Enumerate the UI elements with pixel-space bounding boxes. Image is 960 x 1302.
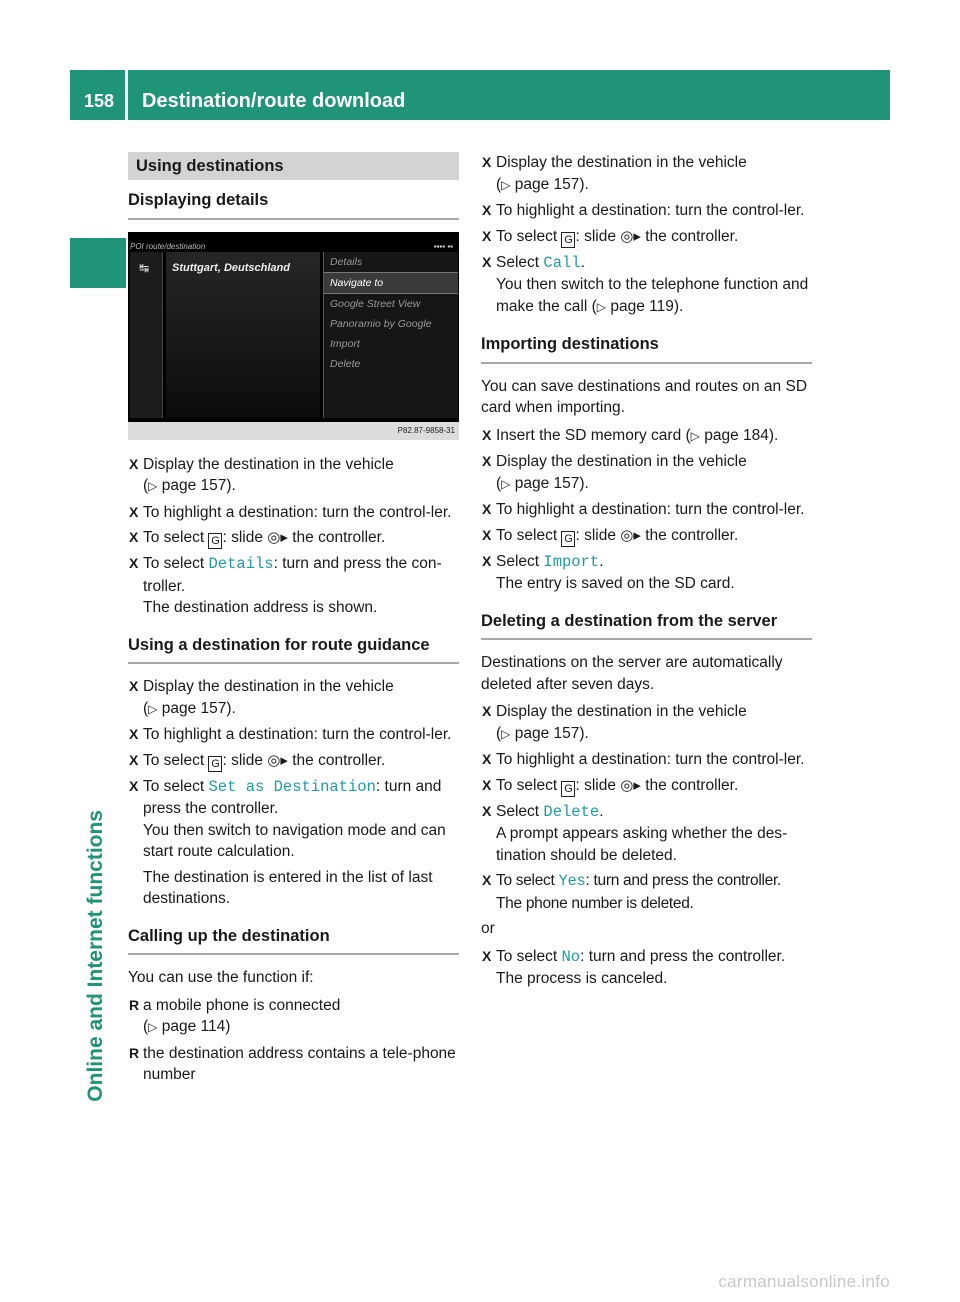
step: X To highlight a destination: turn the control-ler. [481, 200, 812, 222]
screen-title: POI route/destination [130, 241, 206, 251]
sidebar-tab-marker [70, 238, 126, 288]
heading-route-guidance: Using a destination for route guidance [128, 635, 459, 665]
watermark: carmanualsonline.info [718, 1272, 890, 1291]
step: X To select G : slide ◎▸ the controller. [481, 226, 812, 248]
menu-symbol-icon: G [561, 232, 575, 248]
head-unit-screenshot [128, 232, 459, 440]
back-arrow-icon: ↹ [139, 260, 150, 275]
step: X Insert the SD memory card (▷ page 184). [481, 425, 812, 448]
controller-icon: ◎▸ [620, 776, 641, 794]
screen-menu-item-highlighted: Navigate to [324, 272, 458, 294]
screen-menu-item: Panoramio by Google [330, 317, 432, 330]
step: X To select No: turn and press the controller. The process is canceled. [481, 946, 812, 990]
menu-symbol-icon: G [208, 756, 222, 772]
step: X Select Import. The entry is saved on the SD card. [481, 551, 812, 595]
page-ref-icon: ▷ [501, 726, 511, 741]
ui-keyword: Delete [543, 802, 600, 821]
step: X Select Delete. A prompt appears asking whether the des-tination should be deleted. [481, 801, 812, 867]
screen-menu-item: Details [330, 255, 363, 268]
screen-menu-item: Delete [330, 357, 361, 370]
step: X To select G : slide ◎▸ the controller. [128, 527, 459, 549]
page-ref-icon: ▷ [501, 177, 511, 192]
right-column [481, 152, 812, 994]
step: X Display the destination in the vehicle (▷ page 157). [481, 152, 812, 196]
step: X To highlight a destination: turn the control-ler. [128, 502, 459, 524]
ui-keyword: Set as Destination [208, 777, 376, 796]
step: X To select G : slide ◎▸ the controller. [481, 525, 812, 547]
step: X To highlight a destination: turn the control-ler. [128, 724, 459, 746]
page-ref-icon: ▷ [148, 701, 158, 716]
page-header [70, 70, 890, 120]
step: X To select Yes: turn and press the controller. The phone number is deleted. [481, 870, 812, 914]
page-title: Destination/route download [142, 90, 406, 112]
step: X Display the destination in the vehicle (▷ page 157). [128, 676, 459, 720]
step: X To highlight a destination: turn the control-ler. [481, 499, 812, 521]
step: X To highlight a destination: turn the control-ler. [481, 749, 812, 771]
page-ref-icon: ▷ [501, 476, 511, 491]
screen-address: Stuttgart, Deutschland [172, 261, 290, 274]
screen-figure-code: P82.87-9858-31 [128, 422, 459, 440]
step: X Display the destination in the vehicle (▷ page 157). [481, 451, 812, 495]
page-ref-icon: ▷ [596, 299, 607, 314]
screen-menu [323, 252, 458, 418]
step: X To select Set as Destination: turn and press the controller. You then switch to navigation mode and can start route calculation. The destination is entered in the list of last destinations. [128, 776, 459, 910]
controller-icon: ◎▸ [620, 526, 641, 544]
screen-main-panel [166, 252, 320, 418]
step: X Display the destination in the vehicle (▷ page 157). [481, 701, 812, 745]
page-ref-icon: ▷ [690, 428, 700, 443]
left-column [128, 152, 459, 1090]
heading-deleting: Deleting a destination from the server [481, 611, 812, 641]
heading-displaying-details: Displaying details [128, 190, 459, 220]
menu-symbol-icon: G [208, 533, 222, 549]
bullet: R a mobile phone is connected (▷ page 114) [128, 995, 459, 1039]
controller-icon: ◎▸ [267, 751, 288, 769]
screen-back-column [130, 252, 163, 418]
paragraph: You can use the function if: [128, 969, 314, 986]
step: X To select G : slide ◎▸ the controller. [128, 750, 459, 772]
ui-keyword: Call [543, 253, 581, 272]
heading-importing: Importing destinations [481, 334, 812, 364]
ui-keyword: Import [543, 552, 600, 571]
step: X To select Details: turn and press the con-troller. The destination address is shown. [128, 553, 459, 619]
header-separator [125, 70, 128, 120]
ui-keyword: No [561, 947, 581, 966]
step: X Display the destination in the vehicle (▷ page 157). [128, 454, 459, 498]
screen-menu-item: Import [330, 337, 360, 350]
sidebar-chapter-label: Online and Internet functions [84, 810, 107, 1102]
section-title-bar: Using destinations [128, 152, 459, 180]
menu-symbol-icon: G [561, 781, 575, 797]
controller-icon: ◎▸ [620, 227, 641, 245]
step: X Select Call. You then switch to the telephone function and make the call (▷ page 119). [481, 252, 812, 319]
screen-status-indicator: ▪▪▪▪ ▪▪ [433, 241, 453, 251]
paragraph: Destinations on the server are automatically deleted after seven days. [481, 654, 783, 693]
paragraph: You can save destinations and routes on an SD card when importing. [481, 377, 808, 416]
ui-keyword: Yes [558, 872, 586, 890]
menu-symbol-icon: G [561, 531, 575, 547]
page-number: 158 [84, 91, 115, 111]
controller-icon: ◎▸ [267, 529, 288, 546]
or-text: or [481, 920, 495, 937]
bullet: R the destination address contains a tele-phone number [128, 1043, 459, 1086]
page-ref-icon: ▷ [148, 1020, 158, 1034]
step: X To select G : slide ◎▸ the controller. [481, 775, 812, 797]
page-ref-icon: ▷ [148, 479, 158, 493]
ui-keyword: Details [208, 555, 274, 573]
screen-menu-item: Google Street View [330, 297, 421, 310]
heading-calling-up: Calling up the destination [128, 926, 459, 956]
